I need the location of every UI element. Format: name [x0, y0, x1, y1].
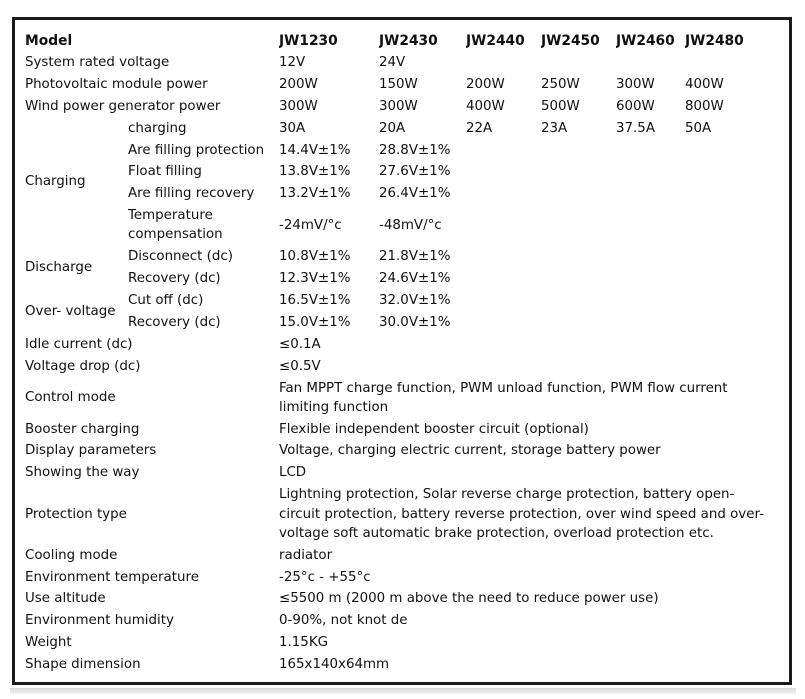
- row-sublabel: Are filling recovery: [128, 186, 255, 202]
- row-sublabel: Recovery (dc): [128, 314, 221, 330]
- cell-value: 20A: [379, 120, 406, 136]
- cell-value: radiator: [279, 547, 333, 563]
- table-row: [25, 545, 765, 567]
- group-label-charging: Charging: [25, 173, 86, 189]
- table-row: [25, 140, 765, 162]
- cell-value: Lightning protection, Solar reverse charge protection, battery open-circuit protection, battery reverse protection, over wind speed and over-voltage soft automatic brake protection, overload protection etc.: [279, 487, 764, 542]
- table-row: [25, 268, 765, 290]
- row-label: Weight: [25, 635, 72, 651]
- row-label: Protection type: [25, 506, 127, 522]
- cell-value: 15.0V±1%: [279, 314, 351, 330]
- table-row: [25, 419, 765, 441]
- cell-value: 22A: [466, 120, 493, 136]
- model-header: JW2460: [616, 33, 675, 49]
- table-row: [25, 74, 765, 96]
- row-sublabel: Recovery (dc): [128, 271, 221, 287]
- cell-value: ≤0.5V: [279, 358, 321, 374]
- row-label: Cooling mode: [25, 547, 118, 563]
- cell-value: 150W: [379, 76, 418, 92]
- cell-value: ≤5500 m (2000 m above the need to reduce power use): [279, 591, 659, 607]
- cell-value: 13.2V±1%: [279, 186, 351, 202]
- row-label: Photovoltaic module power: [25, 76, 208, 92]
- cell-value: 200W: [466, 76, 505, 92]
- cell-value: 400W: [685, 76, 724, 92]
- row-label: Booster charging: [25, 421, 140, 437]
- cell-value: 21.8V±1%: [379, 249, 451, 265]
- spec-table: [25, 30, 765, 676]
- cell-value: 300W: [379, 98, 418, 114]
- table-row: [25, 290, 765, 312]
- cell-value: 165x140x64mm: [279, 657, 390, 673]
- model-header: JW2480: [685, 33, 744, 49]
- row-sublabel: Float filling: [128, 164, 202, 180]
- model-label: Model: [25, 33, 73, 49]
- model-header: JW1230: [279, 33, 338, 49]
- model-header: JW2450: [541, 33, 600, 49]
- row-sublabel: Are filling protection: [128, 142, 265, 158]
- cell-value: Voltage, charging electric current, storage battery power: [279, 443, 661, 459]
- table-row: [25, 161, 765, 183]
- model-header: JW2430: [379, 33, 438, 49]
- cell-value: 50A: [685, 120, 712, 136]
- table-row: [25, 183, 765, 205]
- cell-value: ≤0.1A: [279, 336, 321, 352]
- cell-value: 400W: [466, 98, 505, 114]
- cell-value: 600W: [616, 98, 655, 114]
- cell-value: 12V: [279, 54, 306, 70]
- cell-value: 30.0V±1%: [379, 314, 451, 330]
- cell-value: 27.6V±1%: [379, 164, 451, 180]
- cell-value: 28.8V±1%: [379, 142, 451, 158]
- row-sublabel: charging: [128, 120, 187, 136]
- cell-value: -24mV/°c: [279, 217, 342, 233]
- table-row: [25, 312, 765, 334]
- table-row: [25, 334, 765, 356]
- cell-value: 200W: [279, 76, 318, 92]
- cell-value: 12.3V±1%: [279, 271, 351, 287]
- cell-value: 16.5V±1%: [279, 292, 351, 308]
- spec-table-frame: [12, 17, 792, 685]
- cell-value: 30A: [279, 120, 306, 136]
- cell-value: 300W: [616, 76, 655, 92]
- row-label: Voltage drop (dc): [25, 358, 141, 374]
- row-label: Idle current (dc): [25, 336, 133, 352]
- cell-value: 300W: [279, 98, 318, 114]
- row-label: Use altitude: [25, 591, 106, 607]
- cell-value: 26.4V±1%: [379, 186, 451, 202]
- row-label: Control mode: [25, 390, 116, 406]
- row-label: Wind power generator power: [25, 98, 221, 114]
- table-row: [25, 205, 765, 246]
- table-row: [25, 484, 765, 545]
- cell-value: -48mV/°c: [379, 217, 442, 233]
- cell-value: 1.15KG: [279, 635, 328, 651]
- table-row: [25, 52, 765, 74]
- table-row: [25, 462, 765, 484]
- table-row: [25, 246, 765, 268]
- row-label: Showing the way: [25, 465, 140, 481]
- row-label: Shape dimension: [25, 657, 141, 673]
- group-label-overvoltage: Over- voltage: [25, 303, 116, 319]
- row-label: Display parameters: [25, 443, 157, 459]
- cell-value: LCD: [279, 465, 307, 481]
- cell-value: 14.4V±1%: [279, 142, 351, 158]
- cell-value: 13.8V±1%: [279, 164, 351, 180]
- table-row: [25, 654, 765, 676]
- table-row: [25, 589, 765, 611]
- table-row: [25, 356, 765, 378]
- table-row: [25, 118, 765, 140]
- row-sublabel: Cut off (dc): [128, 292, 204, 308]
- cell-value: Fan MPPT charge function, PWM unload function, PWM flow current limiting function: [279, 380, 728, 416]
- table-row: [25, 632, 765, 654]
- cell-value: -25°c - +55°c: [279, 569, 371, 585]
- table-row: [25, 610, 765, 632]
- row-label: Environment temperature: [25, 569, 199, 585]
- cell-value: 0-90%, not knot de: [279, 613, 408, 629]
- cell-value: Flexible independent booster circuit (optional): [279, 421, 589, 437]
- cell-value: 10.8V±1%: [279, 249, 351, 265]
- cell-value: 500W: [541, 98, 580, 114]
- table-row: [25, 440, 765, 462]
- table-row: [25, 567, 765, 589]
- header-row: [25, 30, 765, 52]
- row-sublabel: Disconnect (dc): [128, 249, 233, 265]
- row-label: System rated voltage: [25, 54, 170, 70]
- cell-value: 37.5A: [616, 120, 655, 136]
- cell-value: 32.0V±1%: [379, 292, 451, 308]
- cell-value: 23A: [541, 120, 568, 136]
- model-header: JW2440: [466, 33, 525, 49]
- frame-shadow: [10, 688, 796, 694]
- cell-value: 24V: [379, 54, 406, 70]
- cell-value: 250W: [541, 76, 580, 92]
- row-sublabel: Temperature compensation: [128, 208, 223, 242]
- cell-value: 24.6V±1%: [379, 271, 451, 287]
- table-row: [25, 96, 765, 118]
- table-row: [25, 378, 765, 419]
- group-label-discharge: Discharge: [25, 260, 93, 276]
- cell-value: 800W: [685, 98, 724, 114]
- row-label: Environment humidity: [25, 613, 174, 629]
